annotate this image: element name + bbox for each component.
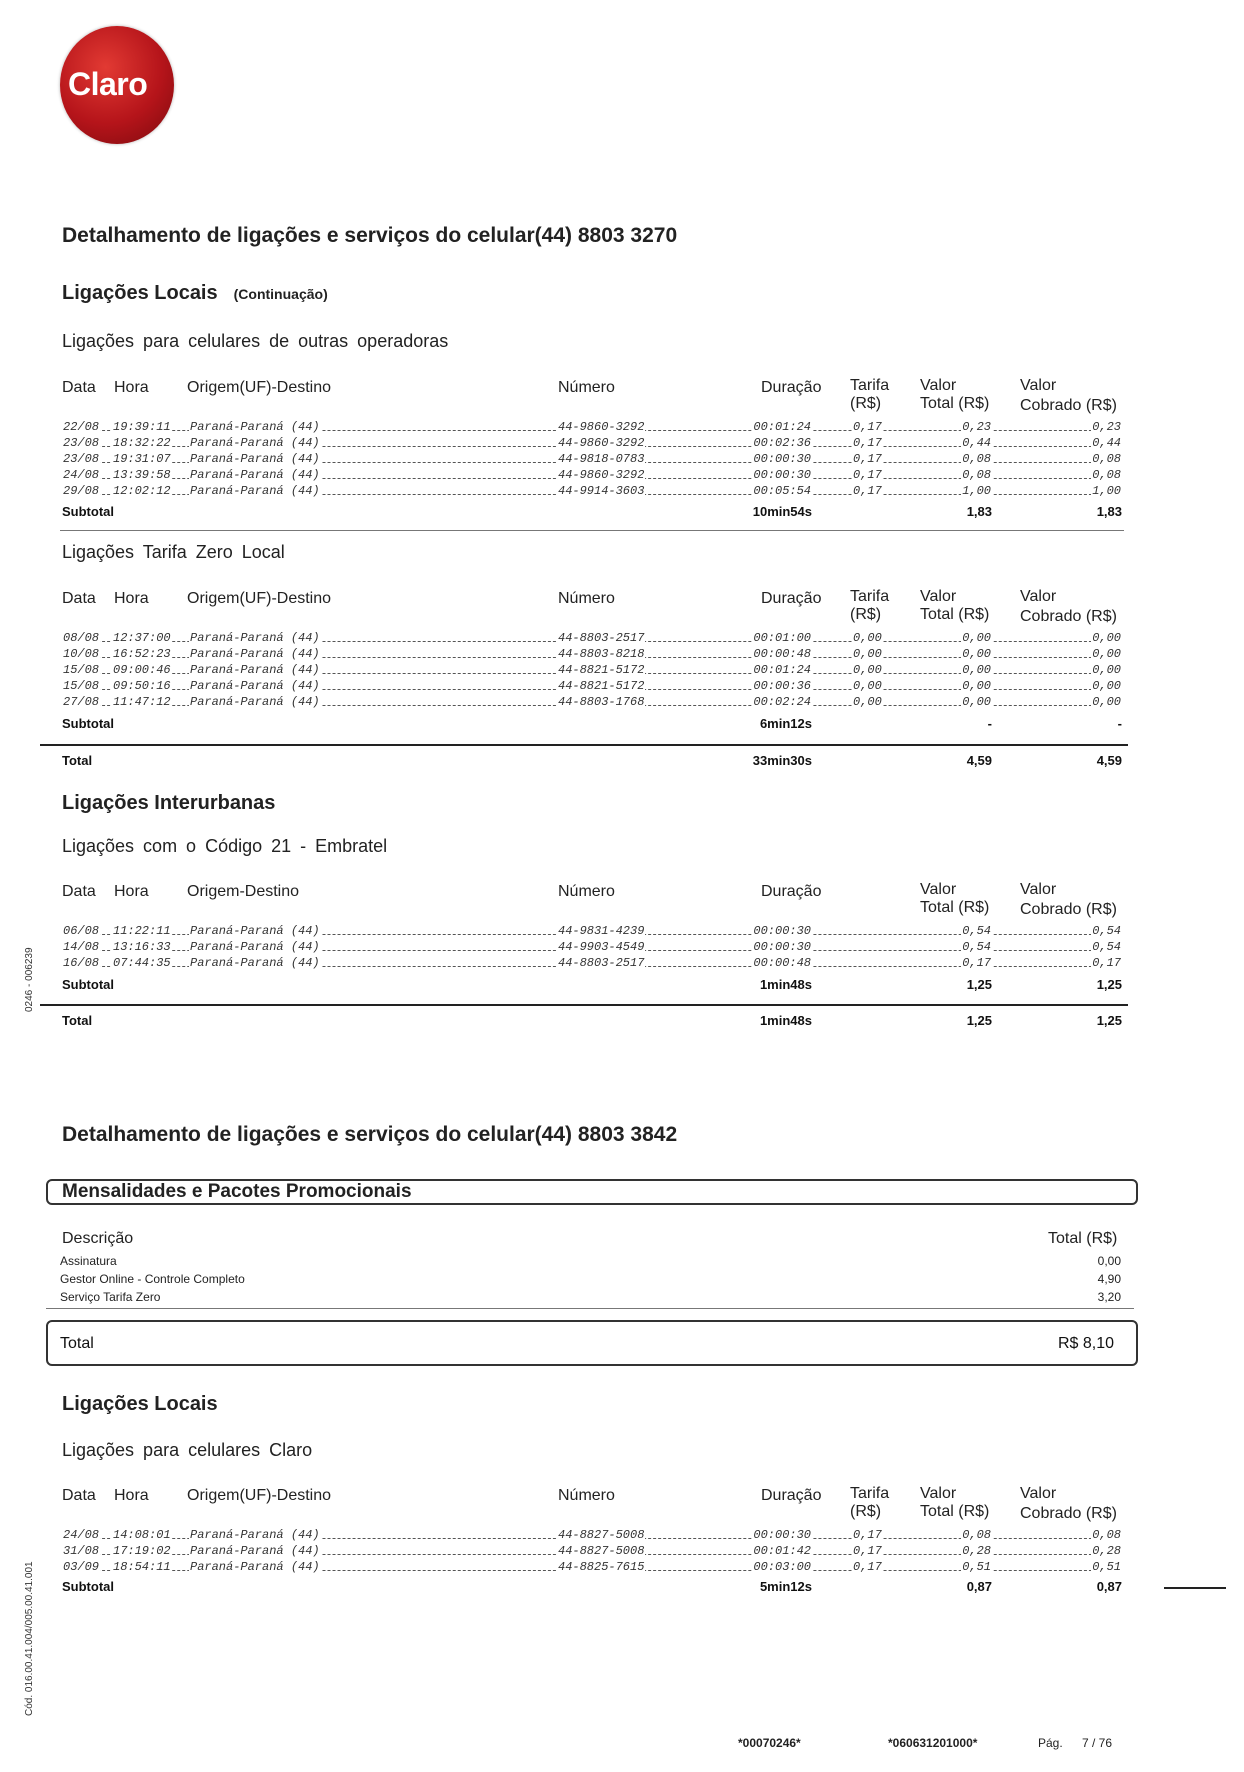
subtotal-valor-cobrado: - <box>1117 716 1122 731</box>
continuacao-label: (Continuação) <box>233 286 328 302</box>
cell-vt: 0,00 <box>962 631 991 645</box>
table-row <box>0 694 1244 710</box>
cell-du: 00:00:30 <box>753 452 811 466</box>
cell-h: 13:16:33 <box>113 940 171 954</box>
cell-h: 09:50:16 <box>113 679 171 693</box>
cell-vt: 0,00 <box>962 647 991 661</box>
col-origem: Origem(UF)-Destino <box>187 379 332 396</box>
subtotal-row <box>0 1579 1244 1597</box>
subtotal-duracao: 6min12s <box>759 716 812 731</box>
col-data: Data <box>62 590 96 607</box>
cell-vt: 0,44 <box>962 436 991 450</box>
cell-n: 44-8827-5008 <box>558 1528 645 1542</box>
col-valor-cobrado-unit: Cobrado (R$) <box>1020 397 1117 414</box>
side-code-2: Cód. 016.00.41.004/005.00.41.001 <box>24 1561 35 1716</box>
col-numero: Número <box>558 379 615 396</box>
cell-d: 15/08 <box>63 679 100 693</box>
cell-d: 10/08 <box>63 647 100 661</box>
col-valor-cobrado-unit: Cobrado (R$) <box>1020 901 1117 918</box>
cell-n: 44-8803-2517 <box>558 631 645 645</box>
mensalidades-total-box <box>46 1320 1138 1366</box>
table-row <box>0 419 1244 435</box>
mensalidade-desc: Gestor Online - Controle Completo <box>60 1272 245 1286</box>
phone1-title: Detalhamento de ligações e serviços do celular(44) 8803 3270 <box>62 224 678 247</box>
cell-n: 44-8803-8218 <box>558 647 645 661</box>
cell-d: 23/08 <box>63 452 100 466</box>
cell-du: 00:02:36 <box>753 436 811 450</box>
subtotal-valor-total: 1,25 <box>966 977 992 992</box>
col-valor-total: Valor <box>920 1485 957 1502</box>
col-numero: Número <box>558 590 615 607</box>
cell-vc: 0,51 <box>1092 1560 1121 1574</box>
col-origem: Origem-Destino <box>187 883 300 900</box>
table-row <box>0 483 1244 499</box>
tarifa-zero-title: Ligações Tarifa Zero Local <box>62 542 285 562</box>
cell-vt: 0,23 <box>962 420 991 434</box>
cell-h: 07:44:35 <box>113 956 171 970</box>
table-row <box>0 955 1244 971</box>
cell-du: 00:00:30 <box>753 468 811 482</box>
col-tarifa-unit: (R$) <box>850 1503 882 1520</box>
col-valor-total: Valor <box>920 588 957 605</box>
col-valor-cobrado: Valor <box>1020 881 1057 898</box>
col-valor-cobrado-unit: Cobrado (R$) <box>1020 1505 1117 1522</box>
cell-t: 0,17 <box>853 1560 882 1574</box>
cell-vc: 0,54 <box>1092 940 1121 954</box>
subtotal-valor-cobrado: 1,25 <box>1096 977 1122 992</box>
phone2-title: Detalhamento de ligações e serviços do celular(44) 8803 3842 <box>62 1123 678 1146</box>
subtotal-valor-cobrado: 1,83 <box>1096 504 1122 519</box>
list-item <box>0 1272 1244 1290</box>
table-row <box>0 923 1244 939</box>
total-rs-header: Total (R$) <box>1048 1230 1118 1247</box>
cell-n: 44-9818-0783 <box>558 452 645 466</box>
total-rule-2 <box>40 1004 1128 1006</box>
table-row <box>0 1559 1244 1575</box>
subtotal-duracao: 33min30s <box>752 753 812 768</box>
mensalidade-valor: 4,90 <box>1097 1272 1121 1286</box>
cell-du: 00:01:00 <box>753 631 811 645</box>
subtotal-label: Subtotal <box>62 504 114 519</box>
col-valor-cobrado: Valor <box>1020 377 1057 394</box>
cell-vt: 0,17 <box>962 956 991 970</box>
cell-du: 00:00:30 <box>753 924 811 938</box>
col-hora: Hora <box>114 379 149 396</box>
cell-vc: 0,00 <box>1092 663 1121 677</box>
cell-h: 18:54:11 <box>113 1560 171 1574</box>
cell-n: 44-8803-2517 <box>558 956 645 970</box>
cell-d: 15/08 <box>63 663 100 677</box>
cell-vc: 0,08 <box>1092 468 1121 482</box>
cell-d: 16/08 <box>63 956 100 970</box>
subtotal-label: Subtotal <box>62 977 114 992</box>
subtotal-label: Subtotal <box>62 1579 114 1594</box>
cell-o: Paraná-Paraná (44) <box>190 679 320 693</box>
table-row <box>0 1543 1244 1559</box>
cell-n: 44-9831-4239 <box>558 924 645 938</box>
cell-d: 24/08 <box>63 468 100 482</box>
col-valor-total-unit: Total (R$) <box>920 606 990 623</box>
cell-h: 11:22:11 <box>113 924 171 938</box>
cell-d: 27/08 <box>63 695 100 709</box>
descricao-header: Descrição <box>62 1230 134 1247</box>
col-tarifa: Tarifa <box>850 588 890 605</box>
cell-h: 16:52:23 <box>113 647 171 661</box>
cell-t: 0,17 <box>853 484 882 498</box>
divider-2 <box>46 1308 1134 1309</box>
cell-o: Paraná-Paraná (44) <box>190 924 320 938</box>
subtotal-valor-total: - <box>987 716 992 731</box>
cell-n: 44-8803-1768 <box>558 695 645 709</box>
subtotal-duracao: 10min54s <box>752 504 812 519</box>
cell-n: 44-9860-3292 <box>558 468 645 482</box>
footer-code-1: *00070246* <box>738 1736 801 1750</box>
cell-h: 19:39:11 <box>113 420 171 434</box>
cell-h: 11:47:12 <box>113 695 171 709</box>
col-valor-cobrado: Valor <box>1020 588 1057 605</box>
locais2-title: Ligações Locais <box>62 1393 218 1415</box>
cell-t: 0,17 <box>853 468 882 482</box>
cell-o: Paraná-Paraná (44) <box>190 956 320 970</box>
col-numero: Número <box>558 1487 615 1504</box>
cell-d: 31/08 <box>63 1544 100 1558</box>
col-valor-cobrado-unit: Cobrado (R$) <box>1020 608 1117 625</box>
cell-du: 00:00:48 <box>753 647 811 661</box>
cell-h: 12:37:00 <box>113 631 171 645</box>
cell-o: Paraná-Paraná (44) <box>190 484 320 498</box>
cell-d: 29/08 <box>63 484 100 498</box>
cell-h: 09:00:46 <box>113 663 171 677</box>
cell-n: 44-8821-5172 <box>558 679 645 693</box>
cell-d: 24/08 <box>63 1528 100 1542</box>
cell-du: 00:02:24 <box>753 695 811 709</box>
col-duracao: Duração <box>761 590 822 607</box>
cell-t: 0,17 <box>853 1544 882 1558</box>
mensalidade-valor: 0,00 <box>1097 1254 1121 1268</box>
cell-vt: 0,00 <box>962 695 991 709</box>
col-hora: Hora <box>114 590 149 607</box>
subtotal-label: Total <box>62 753 93 768</box>
cell-du: 00:00:30 <box>753 1528 811 1542</box>
cell-du: 00:00:30 <box>753 940 811 954</box>
table-row <box>0 451 1244 467</box>
col-hora: Hora <box>114 883 149 900</box>
col-data: Data <box>62 379 96 396</box>
cell-o: Paraná-Paraná (44) <box>190 663 320 677</box>
cell-o: Paraná-Paraná (44) <box>190 940 320 954</box>
cell-vc: 0,00 <box>1092 631 1121 645</box>
cell-d: 08/08 <box>63 631 100 645</box>
subtotal-valor-total: 0,87 <box>966 1579 992 1594</box>
col-hora: Hora <box>114 1487 149 1504</box>
cell-h: 19:31:07 <box>113 452 171 466</box>
mensalidade-valor: 3,20 <box>1097 1290 1121 1304</box>
cell-n: 44-9860-3292 <box>558 436 645 450</box>
cell-n: 44-9903-4549 <box>558 940 645 954</box>
cell-h: 17:19:02 <box>113 1544 171 1558</box>
table-row <box>0 467 1244 483</box>
cell-t: 0,17 <box>853 1528 882 1542</box>
cell-n: 44-8825-7615 <box>558 1560 645 1574</box>
subtotal-valor-total: 4,59 <box>966 753 992 768</box>
cell-vt: 0,51 <box>962 1560 991 1574</box>
subtotal-valor-cobrado: 4,59 <box>1096 753 1122 768</box>
cell-t: 0,17 <box>853 436 882 450</box>
cell-vt: 1,00 <box>962 484 991 498</box>
cell-vt: 0,28 <box>962 1544 991 1558</box>
mensalidade-desc: Assinatura <box>60 1254 117 1268</box>
col-tarifa-unit: (R$) <box>850 606 882 623</box>
subtotal-label: Subtotal <box>62 716 114 731</box>
subtotal-valor-total: 1,83 <box>966 504 992 519</box>
cell-vc: 0,00 <box>1092 679 1121 693</box>
cell-vc: 0,08 <box>1092 1528 1121 1542</box>
subtotal-row <box>0 977 1244 995</box>
cell-vc: 0,28 <box>1092 1544 1121 1558</box>
table-row <box>0 630 1244 646</box>
cell-vc: 0,08 <box>1092 452 1121 466</box>
total-rule <box>40 744 1128 746</box>
cell-n: 44-8827-5008 <box>558 1544 645 1558</box>
cell-du: 00:01:24 <box>753 420 811 434</box>
subtotal-valor-cobrado: 0,87 <box>1096 1579 1122 1594</box>
col-origem: Origem(UF)-Destino <box>187 590 332 607</box>
cell-vt: 0,08 <box>962 452 991 466</box>
cell-d: 06/08 <box>63 924 100 938</box>
cell-t: 0,00 <box>853 631 882 645</box>
cell-du: 00:03:00 <box>753 1560 811 1574</box>
cell-o: Paraná-Paraná (44) <box>190 436 320 450</box>
table-row <box>0 939 1244 955</box>
subtotal-row <box>0 504 1244 522</box>
col-duracao: Duração <box>761 379 822 396</box>
cell-vt: 0,54 <box>962 924 991 938</box>
cell-vt: 0,08 <box>962 468 991 482</box>
cell-d: 03/09 <box>63 1560 100 1574</box>
col-duracao: Duração <box>761 1487 822 1504</box>
cell-o: Paraná-Paraná (44) <box>190 695 320 709</box>
col-valor-total-unit: Total (R$) <box>920 395 990 412</box>
cell-h: 18:32:22 <box>113 436 171 450</box>
col-tarifa: Tarifa <box>850 1485 890 1502</box>
cell-t: 0,17 <box>853 452 882 466</box>
cell-o: Paraná-Paraná (44) <box>190 1544 320 1558</box>
table-row <box>0 646 1244 662</box>
cell-vc: 0,54 <box>1092 924 1121 938</box>
col-valor-total: Valor <box>920 377 957 394</box>
cell-d: 23/08 <box>63 436 100 450</box>
subtotal-duracao: 1min48s <box>759 1013 812 1028</box>
subtotal-duracao: 1min48s <box>759 977 812 992</box>
col-valor-total: Valor <box>920 881 957 898</box>
mensalidades-total-label: Total <box>60 1335 94 1352</box>
subtotal-label: Total <box>62 1013 93 1028</box>
cell-o: Paraná-Paraná (44) <box>190 420 320 434</box>
cell-du: 00:00:36 <box>753 679 811 693</box>
col-data: Data <box>62 883 96 900</box>
table-row <box>0 678 1244 694</box>
col-valor-total-unit: Total (R$) <box>920 1503 990 1520</box>
col-numero: Número <box>558 883 615 900</box>
cell-o: Paraná-Paraná (44) <box>190 647 320 661</box>
col-origem: Origem(UF)-Destino <box>187 1487 332 1504</box>
cell-h: 14:08:01 <box>113 1528 171 1542</box>
list-item <box>0 1290 1244 1308</box>
divider <box>60 530 1124 531</box>
cell-vc: 0,00 <box>1092 695 1121 709</box>
edge-mark <box>1164 1587 1226 1589</box>
cell-vc: 0,23 <box>1092 420 1121 434</box>
cell-o: Paraná-Paraná (44) <box>190 1560 320 1574</box>
logo-text: Claro <box>68 66 148 102</box>
cell-du: 00:05:54 <box>753 484 811 498</box>
cell-du: 00:01:42 <box>753 1544 811 1558</box>
footer-code-2: *060631201000* <box>888 1736 978 1750</box>
col-duracao: Duração <box>761 883 822 900</box>
locais-title-text: Ligações Locais <box>62 282 218 304</box>
cell-t: 0,17 <box>853 420 882 434</box>
cell-vt: 0,00 <box>962 663 991 677</box>
claro-title: Ligações para celulares Claro <box>62 1440 313 1460</box>
cell-vc: 0,17 <box>1092 956 1121 970</box>
cell-o: Paraná-Paraná (44) <box>190 452 320 466</box>
cell-du: 00:01:24 <box>753 663 811 677</box>
col-tarifa: Tarifa <box>850 377 890 394</box>
page-label: Pág. <box>1038 1736 1063 1750</box>
subtotal-valor-total: 1,25 <box>966 1013 992 1028</box>
cell-vt: 0,00 <box>962 679 991 693</box>
cell-vc: 0,00 <box>1092 647 1121 661</box>
mensalidades-title: Mensalidades e Pacotes Promocionais <box>62 1181 412 1202</box>
subtotal-row <box>0 1013 1244 1031</box>
outras-title: Ligações para celulares de outras operadoras <box>62 331 449 351</box>
codigo21-title: Ligações com o Código 21 - Embratel <box>62 836 388 856</box>
cell-o: Paraná-Paraná (44) <box>190 1528 320 1542</box>
subtotal-row <box>0 716 1244 734</box>
locais-title <box>62 282 328 305</box>
mensalidades-total-value: R$ 8,10 <box>1058 1335 1115 1352</box>
col-valor-total-unit: Total (R$) <box>920 899 990 916</box>
col-data: Data <box>62 1487 96 1504</box>
cell-o: Paraná-Paraná (44) <box>190 468 320 482</box>
cell-n: 44-9860-3292 <box>558 420 645 434</box>
mensalidade-desc: Serviço Tarifa Zero <box>60 1290 161 1304</box>
side-code-1: 0246 - 006239 <box>24 947 35 1012</box>
cell-h: 13:39:58 <box>113 468 171 482</box>
cell-d: 14/08 <box>63 940 100 954</box>
table-row <box>0 435 1244 451</box>
col-valor-cobrado: Valor <box>1020 1485 1057 1502</box>
subtotal-duracao: 5min12s <box>759 1579 812 1594</box>
table-row <box>0 662 1244 678</box>
list-item <box>0 1254 1244 1272</box>
cell-n: 44-9914-3603 <box>558 484 645 498</box>
subtotal-row <box>0 753 1244 771</box>
cell-t: 0,00 <box>853 679 882 693</box>
cell-du: 00:00:48 <box>753 956 811 970</box>
cell-vt: 0,08 <box>962 1528 991 1542</box>
cell-vc: 0,44 <box>1092 436 1121 450</box>
cell-d: 22/08 <box>63 420 100 434</box>
table-row <box>0 1527 1244 1543</box>
cell-h: 12:02:12 <box>113 484 171 498</box>
cell-t: 0,00 <box>853 647 882 661</box>
col-tarifa-unit: (R$) <box>850 395 882 412</box>
cell-vt: 0,54 <box>962 940 991 954</box>
interurbanas-title: Ligações Interurbanas <box>62 792 276 814</box>
cell-t: 0,00 <box>853 695 882 709</box>
subtotal-valor-cobrado: 1,25 <box>1096 1013 1122 1028</box>
cell-vc: 1,00 <box>1092 484 1121 498</box>
cell-n: 44-8821-5172 <box>558 663 645 677</box>
cell-o: Paraná-Paraná (44) <box>190 631 320 645</box>
page-number: 7 / 76 <box>1082 1736 1113 1750</box>
cell-t: 0,00 <box>853 663 882 677</box>
